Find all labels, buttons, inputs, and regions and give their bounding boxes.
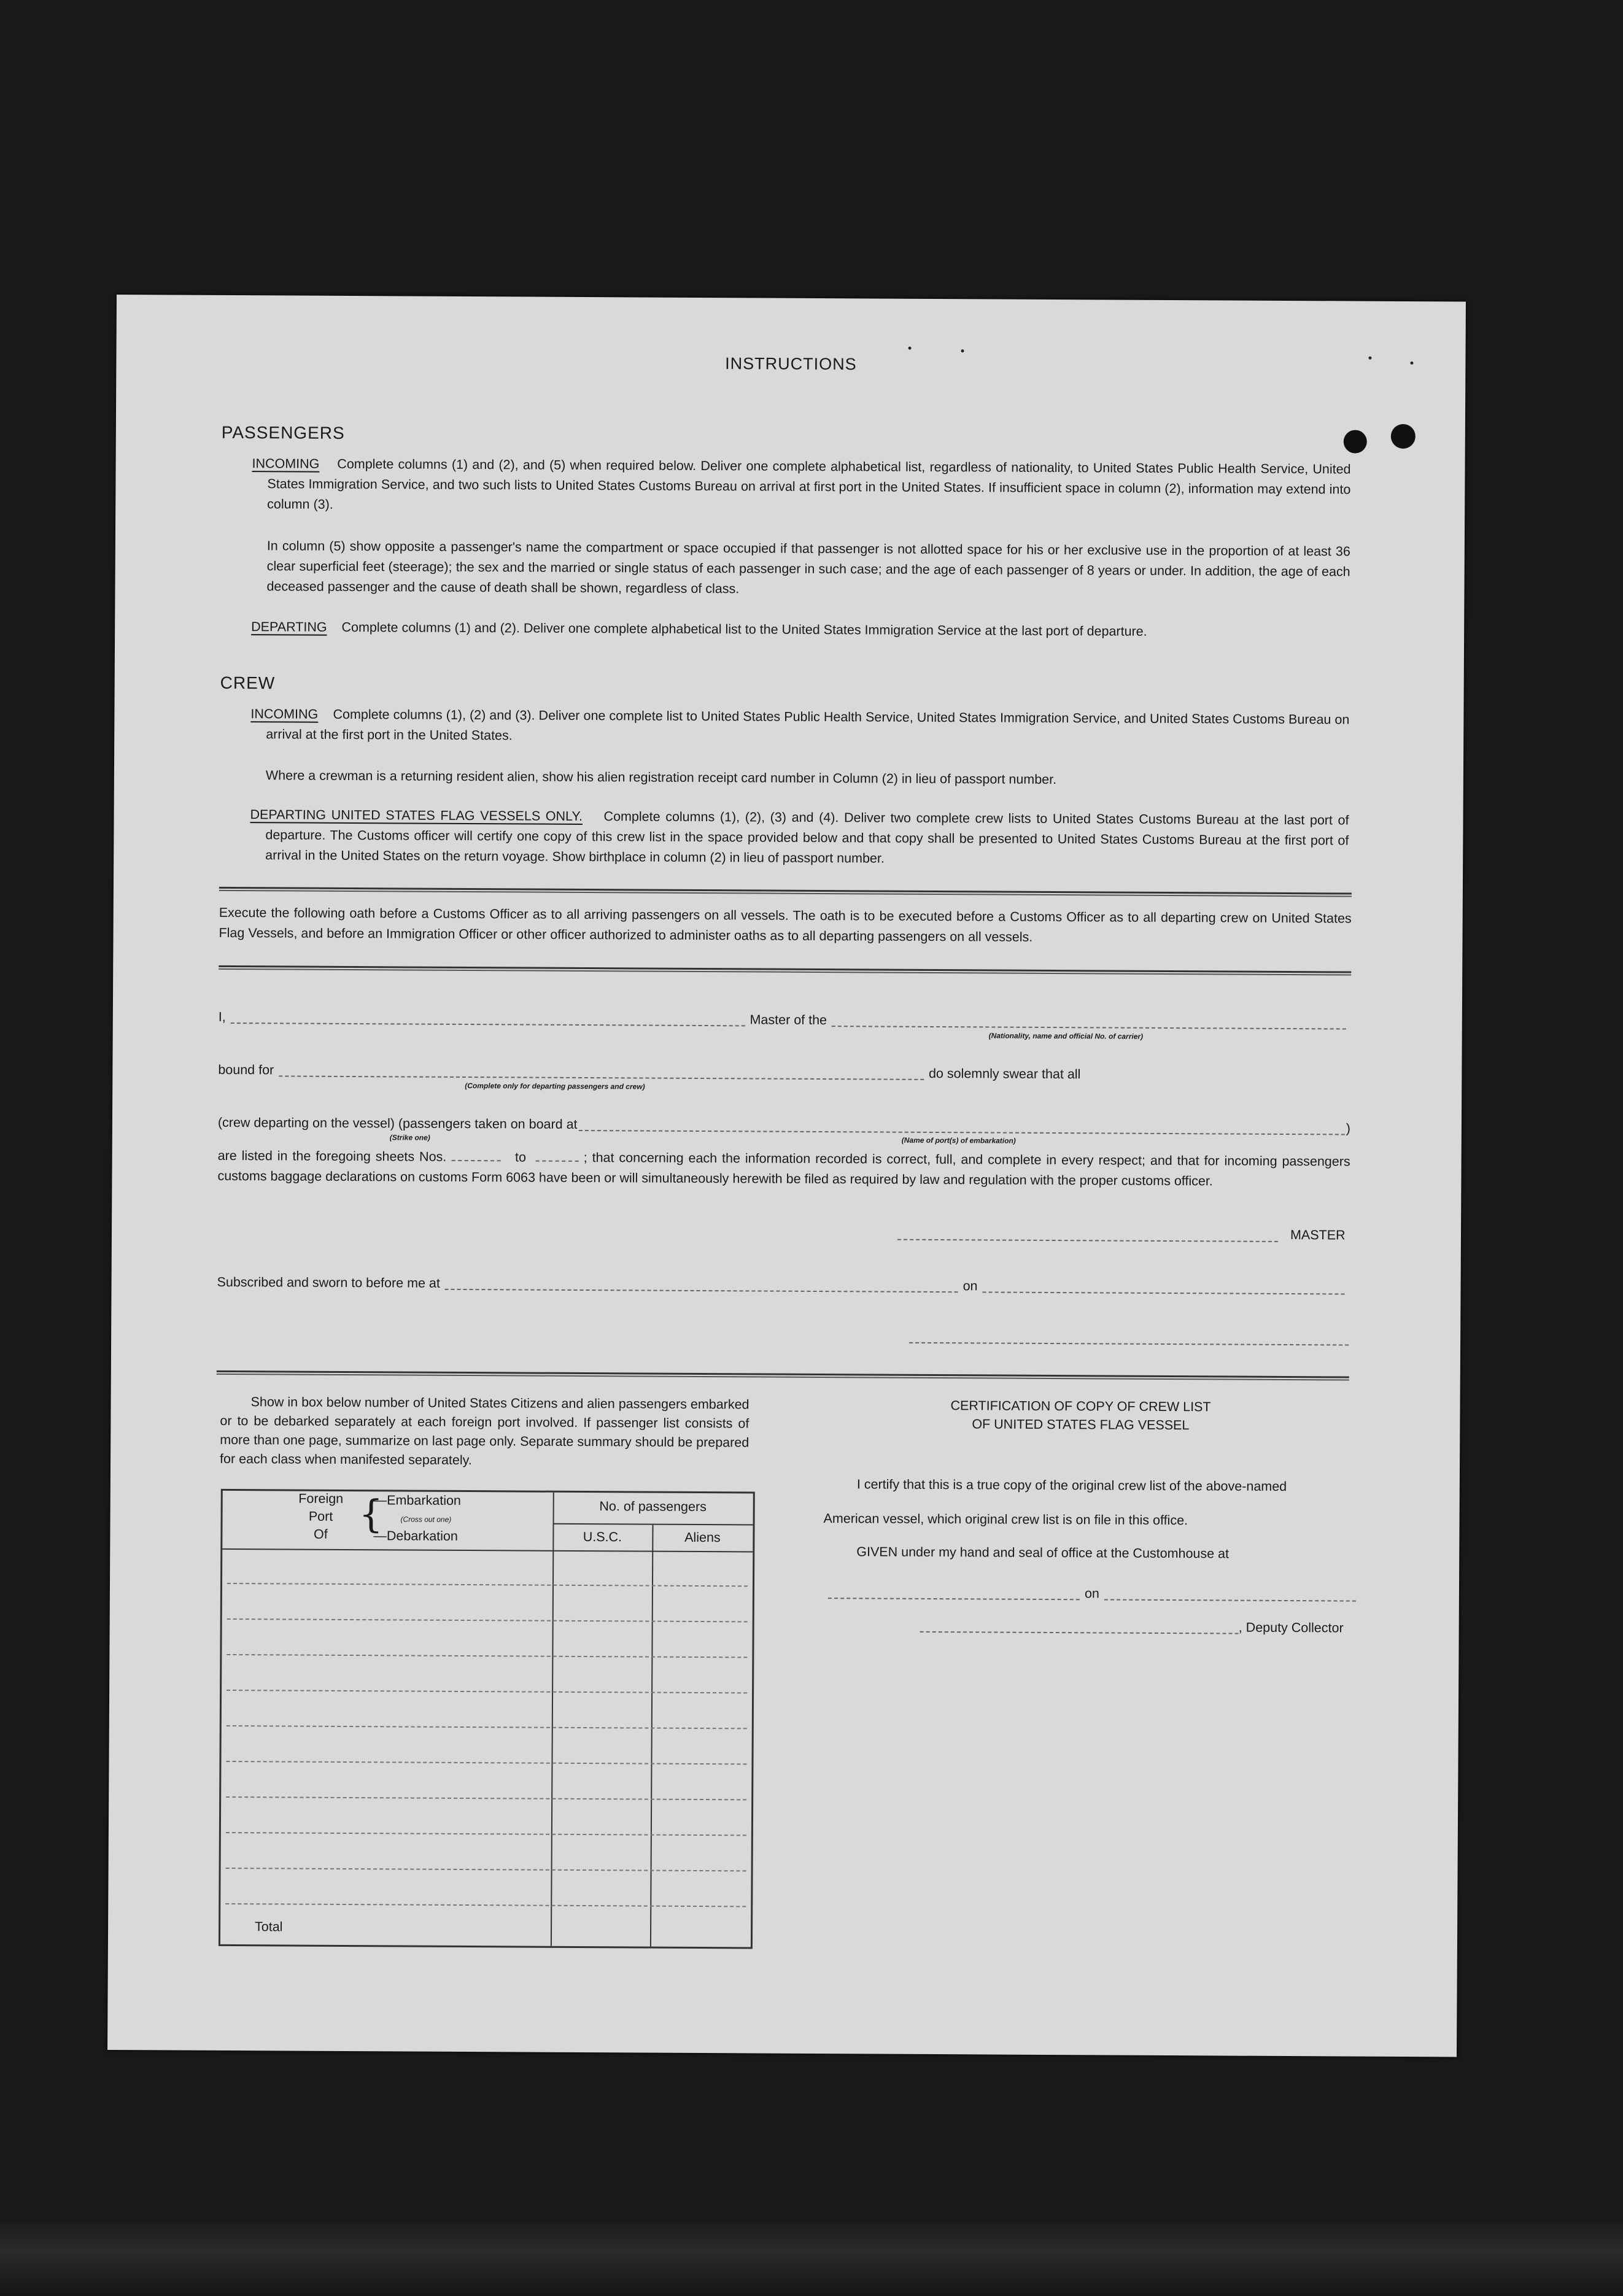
crew-departing-text: Complete columns (1), (2), (3) and (4). Deliver two complete crew lists to United States Customs Bureau at the last port of departure. The Customs officer will certify one copy of this crew list in the space provided below and that copy shall be presented to United States Customs Bureau at the first port of arrival in the United States on the return voyage. Show birthplace in column (2) in lieu of passport number. [265, 809, 1349, 866]
subscribed-line [217, 1272, 1349, 1299]
listed-rest: ; that concerning each the information recorded is correct, full, and complete in every respect; and that for incoming passengers customs baggage declarations on customs Form 6063 have been or will simultaneously herewith be filed as required by law and regulation with the proper customs officer. [217, 1150, 1350, 1189]
certification-title [823, 1396, 1338, 1435]
debarkation-option[interactable]: —Debarkation [373, 1528, 458, 1544]
table-row[interactable] [226, 1832, 746, 1836]
deputy-collector-line [920, 1616, 1344, 1639]
strike-one-hint: (Strike one) [389, 1133, 430, 1142]
speck [908, 347, 912, 350]
carrier-hint: (Nationality, name and official No. of carrier) [988, 1031, 1144, 1041]
of-text: Of [314, 1526, 328, 1542]
passengers-departing-text: Complete columns (1) and (2). Deliver one complete alphabetical list to the United States Immigration Service at the last port of departure. [341, 619, 1147, 639]
usc-header: U.S.C. [583, 1529, 622, 1545]
incoming-label: INCOMING [252, 456, 320, 471]
port-text: Port [308, 1509, 333, 1524]
cert-line3: GIVEN under my hand and seal of office at the Customhouse at [856, 1544, 1230, 1561]
summary-instructions: Show in box below number of United States Citizens and alien passengers embarked or to be debarked separately at each foreign port involved. If passenger list consists of more than one page, summarize on last page only. Separate summary should be prepared for each class when manifested separately. [220, 1394, 750, 1468]
passengers-incoming [252, 454, 1350, 520]
cross-out-hint: (Cross out one) [400, 1515, 452, 1524]
close-paren: ) [1346, 1121, 1350, 1136]
aliens-header: Aliens [684, 1529, 721, 1545]
subscribed-label: Subscribed and sworn to before me at [217, 1274, 440, 1291]
table-row[interactable] [227, 1654, 747, 1658]
scanner-bed-edge [0, 2222, 1623, 2296]
to-label: to [514, 1150, 527, 1165]
no-passengers-header: No. of passengers [599, 1499, 707, 1515]
foreign-text: Foreign [298, 1491, 344, 1506]
cert-line1: I certify that this is a true copy of the original crew list of the above-named [856, 1477, 1287, 1494]
sworn-location-field[interactable] [445, 1289, 958, 1293]
customhouse-location-field[interactable] [828, 1598, 1080, 1600]
cert-title-line1: CERTIFICATION OF COPY OF CREW LIST [950, 1398, 1211, 1415]
cert-title-line2: OF UNITED STATES FLAG VESSEL [972, 1417, 1190, 1433]
oath-instructions: Execute the following oath before a Customs Officer as to all arriving passengers on all vessels. The oath is to be executed before a Customs Officer as to all departing crew on United States Flag Vessels, and before an Immigration Officer or other officer authorized to administer oaths as to all departing passengers on all vessels. [219, 905, 1352, 945]
total-label: Total [255, 1919, 283, 1935]
swear-text: do solemnly swear that all [928, 1065, 1081, 1082]
column5-paragraph: In column (5) show opposite a passenger's name the compartment or space occupied if that passenger is not allotted space for his or her exclusive use in the proportion of at least 36 clear superficial feet (steerage); the sex and the married or single status of each passenger in such case; and the age of each passenger of 8 years or under. In addition, the age of each deceased passenger and the cause of death shall be shown, regardless of class. [266, 538, 1350, 597]
sheet-from-field[interactable] [451, 1160, 500, 1161]
punch-hole [1391, 424, 1416, 449]
oath-line-master [219, 1007, 1351, 1034]
crew-incoming-text: Complete columns (1), (2) and (3). Deliver one complete list to United States Public Health Service, United States Immigration Service, and United States Customs Bureau on arrival at the first port in the United States. [266, 706, 1350, 743]
officer-signature-line[interactable] [909, 1342, 1349, 1346]
master-label: MASTER [1290, 1227, 1346, 1243]
name-field[interactable] [231, 1022, 745, 1026]
oath-i-label: I, [218, 1009, 226, 1024]
table-row[interactable] [227, 1690, 747, 1693]
crew-resident-paragraph: Where a crewman is a returning resident alien, show his alien registration receipt card number in Column (2) in lieu of passport number. [265, 768, 1057, 787]
cert-date-field[interactable] [1104, 1599, 1356, 1601]
deputy-signature-field[interactable] [920, 1631, 1239, 1634]
table-row[interactable] [227, 1583, 748, 1587]
foreign-port-label [284, 1490, 357, 1544]
embarkation-option[interactable]: —Embarkation [373, 1493, 461, 1508]
page-title: INSTRUCTIONS [725, 354, 857, 374]
listed-prefix: are listed in the foregoing sheets Nos. [217, 1148, 447, 1164]
passenger-summary-table [219, 1489, 755, 1949]
port-hint: (Name of port(s) of embarkation) [901, 1135, 1016, 1145]
embarkation-port-field[interactable] [578, 1130, 1344, 1135]
table-row[interactable] [226, 1868, 746, 1871]
cert-location-date-line [828, 1582, 1356, 1606]
table-row[interactable] [227, 1618, 748, 1622]
oath-listed-paragraph [217, 1146, 1350, 1192]
cert-on-label: on [1084, 1586, 1099, 1601]
crew-departing-text: (crew departing on the vessel) (passengers taken on board at [217, 1115, 578, 1132]
sheet-to-field[interactable] [536, 1161, 579, 1162]
document-page [107, 295, 1466, 2057]
passengers-heading: PASSENGERS [221, 422, 345, 443]
speck [961, 349, 964, 352]
divider [219, 965, 1351, 976]
destination-field[interactable] [279, 1075, 924, 1080]
table-column-divider [650, 1525, 654, 1947]
divider [219, 887, 1352, 897]
table-row[interactable] [226, 1796, 746, 1800]
sworn-date-field[interactable] [983, 1291, 1345, 1294]
carrier-field[interactable] [832, 1026, 1346, 1029]
departing-label: DEPARTING [251, 619, 327, 635]
deputy-collector-label: , Deputy Collector [1238, 1620, 1344, 1636]
punch-hole [1344, 430, 1367, 453]
passengers-incoming-text: Complete columns (1) and (2), and (5) when required below. Deliver one complete alphabetical list, regardless of nationality, to United States Public Health Service, United States Immigration Service, and two such lists to United States Customs Bureau on arrival at first port in the United States. If insufficient space in column (2), information may extend into column (3). [267, 456, 1351, 512]
bound-for-label: bound for [218, 1062, 274, 1078]
table-header-rule [222, 1548, 753, 1553]
passengers-departing [251, 617, 1350, 643]
table-column-divider [551, 1493, 554, 1946]
crew-departing [250, 805, 1349, 871]
table-row[interactable] [227, 1725, 747, 1729]
table-row[interactable] [226, 1761, 746, 1765]
oath-line-embark [218, 1113, 1350, 1139]
master-of-label: Master of the [750, 1012, 827, 1028]
crew-incoming-label: INCOMING [250, 706, 319, 722]
divider [217, 1370, 1349, 1381]
bound-hint: (Complete only for departing passengers and crew) [465, 1081, 645, 1091]
on-label: on [963, 1278, 978, 1294]
master-signature-line[interactable] [897, 1239, 1278, 1242]
cert-line2: American vessel, which original crew list is on file in this office. [823, 1511, 1188, 1528]
table-row[interactable] [225, 1903, 746, 1907]
crew-incoming [250, 704, 1349, 750]
crew-departing-label: DEPARTING UNITED STATES FLAG VESSELS ONLY. [250, 807, 583, 824]
crew-heading: CREW [220, 673, 276, 693]
brace-glyph: { [358, 1491, 384, 1537]
oath-line-bound [218, 1060, 1350, 1086]
